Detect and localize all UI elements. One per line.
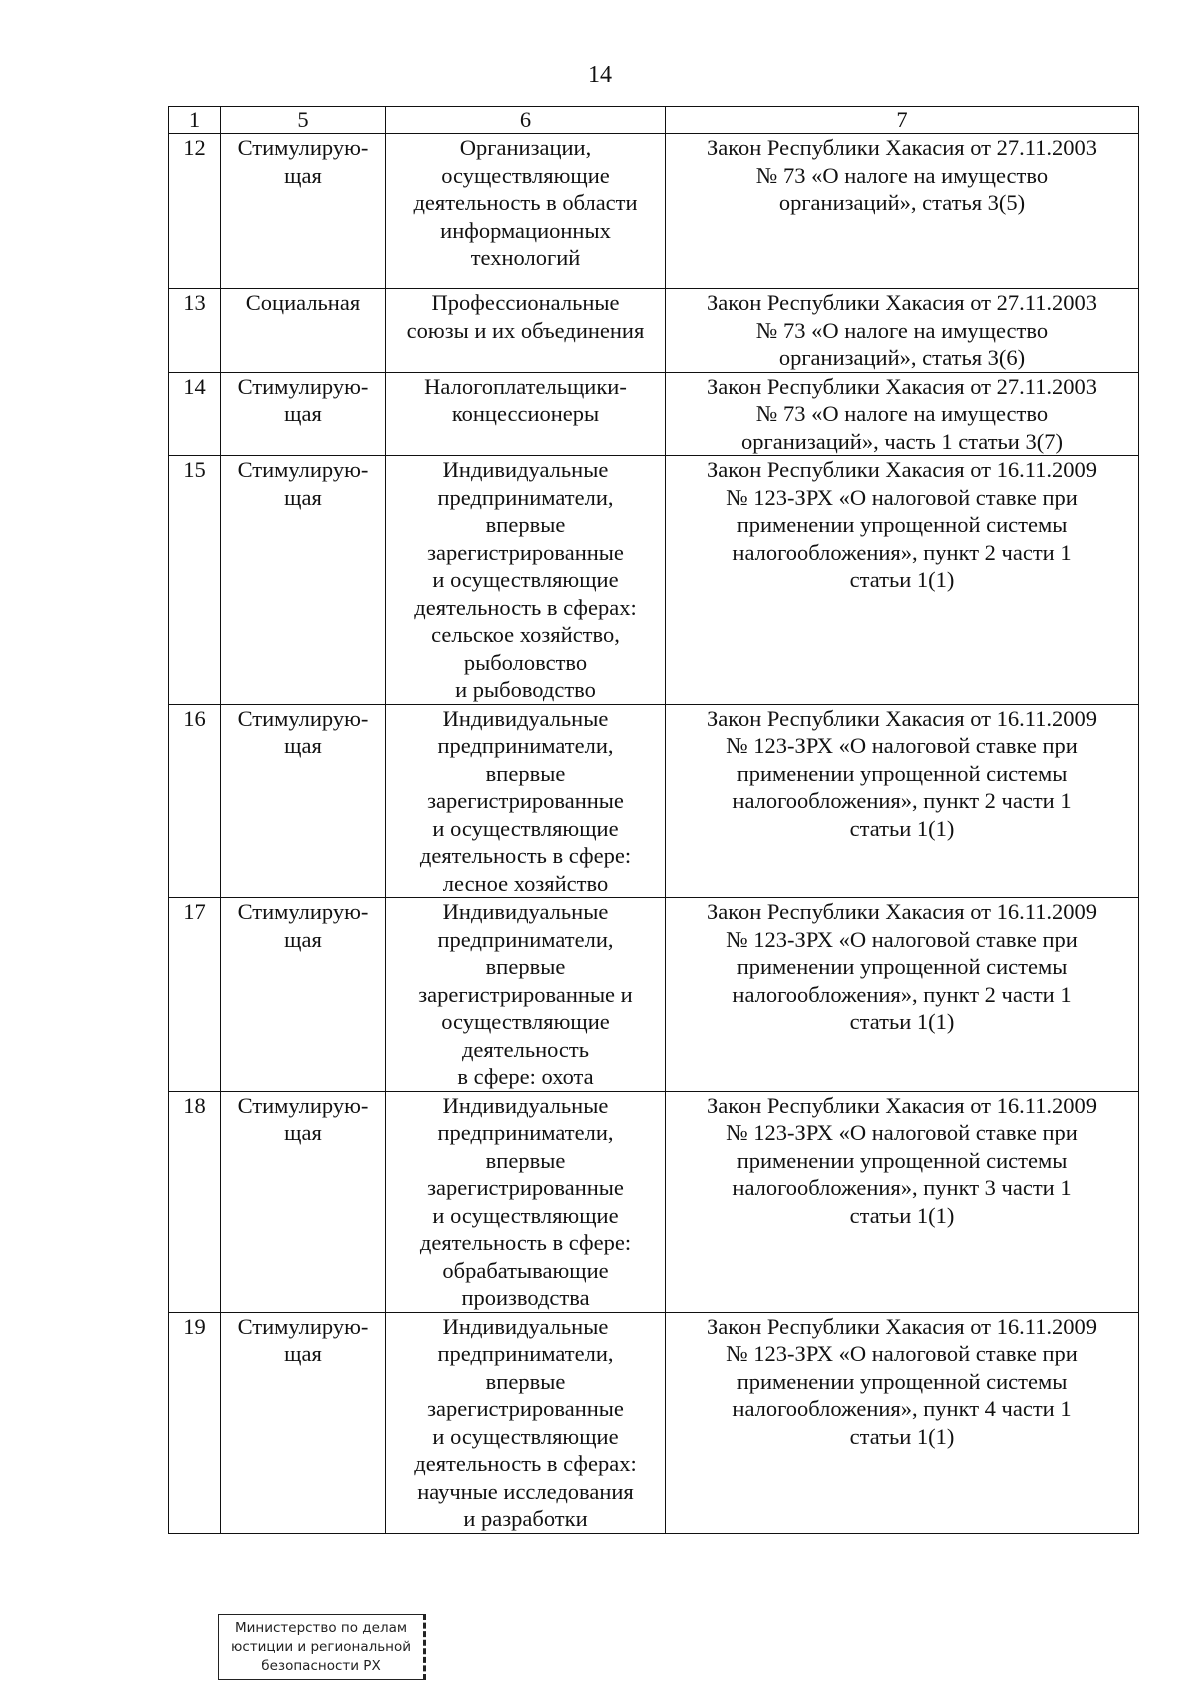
row-number-cell: 12 <box>169 134 221 289</box>
beneficiary-cell: Индивидуальные предприниматели, впервые зарегистрированные и осуществляющие деятельность в сфере: охота <box>386 898 666 1092</box>
table-header-row <box>169 107 1139 134</box>
benefit-type-cell: Стимулирую- щая <box>221 456 386 705</box>
benefit-type-cell: Стимулирую- щая <box>221 372 386 456</box>
benefit-type-cell: Социальная <box>221 289 386 373</box>
legal-basis-cell: Закон Республики Хакасия от 27.11.2003 № 73 «О налоге на имущество организаций», статья 3(6) <box>666 289 1139 373</box>
legal-basis-cell: Закон Республики Хакасия от 16.11.2009 № 123-ЗРХ «О налоговой ставке при применении упрощенной системы налогообложения», пункт 3 части 1 статьи 1(1) <box>666 1091 1139 1312</box>
row-number-cell: 13 <box>169 289 221 373</box>
beneficiary-cell: Организации, осуществляющие деятельность в области информационных технологий <box>386 134 666 289</box>
column-header: 5 <box>221 107 386 134</box>
table-row <box>169 898 1139 1092</box>
table-row <box>169 704 1139 898</box>
beneficiary-cell: Налогоплательщики- концессионеры <box>386 372 666 456</box>
beneficiary-cell: Профессиональные союзы и их объединения <box>386 289 666 373</box>
table-row <box>169 289 1139 373</box>
table-row <box>169 1312 1139 1533</box>
page-number: 14 <box>588 62 612 88</box>
legal-basis-cell: Закон Республики Хакасия от 27.11.2003 № 73 «О налоге на имущество организаций», часть 1 статьи 3(7) <box>666 372 1139 456</box>
legal-basis-cell: Закон Республики Хакасия от 16.11.2009 № 123-ЗРХ «О налоговой ставке при применении упрощенной системы налогообложения», пункт 2 части 1 статьи 1(1) <box>666 704 1139 898</box>
stamp-line: юстиции и региональной <box>230 1639 412 1655</box>
row-number-cell: 15 <box>169 456 221 705</box>
registration-stamp <box>218 1614 426 1680</box>
table-row <box>169 456 1139 705</box>
legal-basis-cell: Закон Республики Хакасия от 16.11.2009 № 123-ЗРХ «О налоговой ставке при применении упрощенной системы налогообложения», пункт 2 части 1 статьи 1(1) <box>666 456 1139 705</box>
table-row <box>169 134 1139 289</box>
table-row <box>169 372 1139 456</box>
benefit-type-cell: Стимулирую- щая <box>221 704 386 898</box>
tax-benefits-table <box>168 106 1139 1534</box>
row-number-cell: 17 <box>169 898 221 1092</box>
beneficiary-cell: Индивидуальные предприниматели, впервые зарегистрированные и осуществляющие деятельность в сферах: научные исследования и разработки <box>386 1312 666 1533</box>
column-header: 6 <box>386 107 666 134</box>
column-header: 1 <box>169 107 221 134</box>
benefit-type-cell: Стимулирую- щая <box>221 1312 386 1533</box>
benefit-type-cell: Стимулирую- щая <box>221 134 386 289</box>
row-number-cell: 19 <box>169 1312 221 1533</box>
column-header: 7 <box>666 107 1139 134</box>
beneficiary-cell: Индивидуальные предприниматели, впервые зарегистрированные и осуществляющие деятельность в сфере: лесное хозяйство <box>386 704 666 898</box>
row-number-cell: 14 <box>169 372 221 456</box>
table-row <box>169 1091 1139 1312</box>
legal-basis-cell: Закон Республики Хакасия от 16.11.2009 № 123-ЗРХ «О налоговой ставке при применении упрощенной системы налогообложения», пункт 2 части 1 статьи 1(1) <box>666 898 1139 1092</box>
legal-basis-cell: Закон Республики Хакасия от 27.11.2003 № 73 «О налоге на имущество организаций», статья 3(5) <box>666 134 1139 289</box>
row-number-cell: 16 <box>169 704 221 898</box>
row-number-cell: 18 <box>169 1091 221 1312</box>
legal-basis-cell: Закон Республики Хакасия от 16.11.2009 № 123-ЗРХ «О налоговой ставке при применении упрощенной системы налогообложения», пункт 4 части 1 статьи 1(1) <box>666 1312 1139 1533</box>
benefit-type-cell: Стимулирую- щая <box>221 1091 386 1312</box>
stamp-line: безопасности РХ <box>261 1658 381 1674</box>
beneficiary-cell: Индивидуальные предприниматели, впервые зарегистрированные и осуществляющие деятельность в сферах: сельское хозяйство, рыболовство и рыбоводство <box>386 456 666 705</box>
beneficiary-cell: Индивидуальные предприниматели, впервые зарегистрированные и осуществляющие деятельность в сфере: обрабатывающие производства <box>386 1091 666 1312</box>
stamp-line: Министерство по делам <box>234 1620 408 1636</box>
benefit-type-cell: Стимулирую- щая <box>221 898 386 1092</box>
